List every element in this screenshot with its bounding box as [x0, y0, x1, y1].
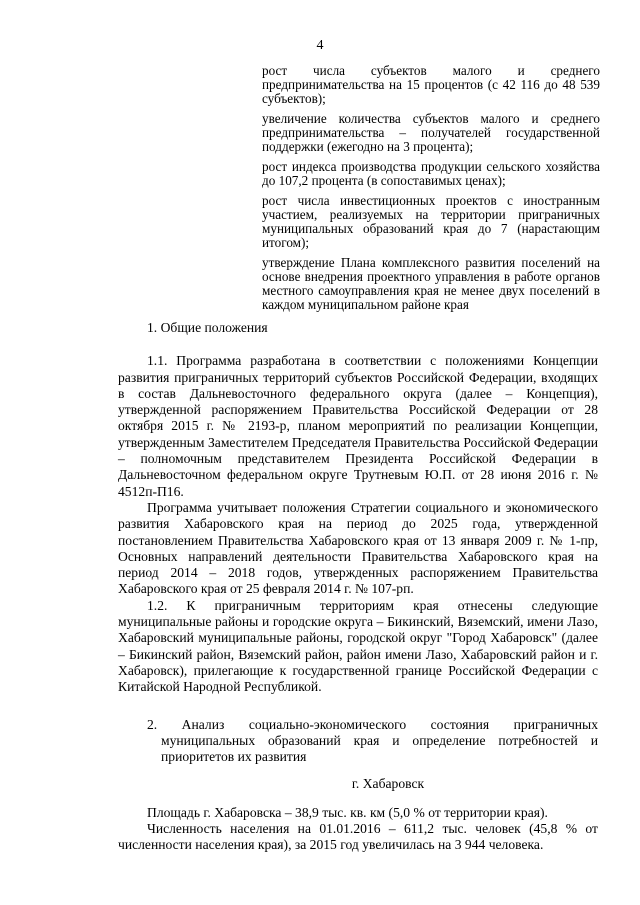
- goal-item: рост числа субъектов малого и среднего предпринимательства на 15 процентов (с 42 116 до 48 539 субъектов);: [262, 63, 600, 106]
- section-2-heading: [118, 717, 598, 766]
- city-subheading: г. Хабаровск: [351, 776, 425, 792]
- target-indicators-list: [262, 64, 600, 318]
- paragraph: Программа учитывает положения Стратегии социального и экономического развития Хабаровского края на период до 2025 года, утвержденной постановлением Правительства Хабаровского края от 13 января 2009 г. № 1-пр, Основных направлений деятельности Правительства Хабаровского края на период 2014 – 2018 годов, утвержденных распоряжением Правительства Хабаровского края от 25 февраля 2014 г. № 107-рп.: [118, 499, 598, 597]
- goal-item: рост числа инвестиционных проектов с иностранным участием, реализуемых на территории приграничных муниципальных образований края до 7 (нарастающим итогом);: [262, 193, 600, 250]
- paragraph: Численность населения на 01.01.2016 – 611,2 тыс. человек (45,8 % от численности населения края), за 2015 год увеличилась на 3 944 человека.: [118, 821, 598, 853]
- section-2-number: 2.: [147, 716, 158, 732]
- section-2-title: Анализ социально-экономического состояния приграничных муниципальных образований края и определение потребностей и приоритетов их развития: [161, 716, 598, 765]
- goal-item: утверждение Плана комплексного развития поселений на основе внедрения проектного управления в работе органов местного самоуправления края не менее двух поселений в каждом муниципальном районе края: [262, 255, 600, 312]
- document-body: [118, 320, 598, 854]
- page-number: 4: [316, 38, 324, 53]
- section-1-heading: 1. Общие положения: [147, 320, 268, 335]
- goal-item: увеличение количества субъектов малого и среднего предпринимательства – получателей государственной поддержки (ежегодно на 3 процента);: [262, 111, 600, 154]
- goal-item: рост индекса производства продукции сельского хозяйства до 107,2 процента (в сопоставимых ценах);: [262, 159, 600, 188]
- paragraph: 1.2. К приграничным территориям края отнесены следующие муниципальные районы и городские округа – Бикинский, Вяземский, имени Лазо, Хабаровский муниципальные районы, городской округ "Город Хабаровск" (далее – Бикинский район, Вяземский район, район имени Лазо, Хабаровский район и г. Хабаровск), прилегающие к государственной границе Российской Федерации с Китайской Народной Республикой.: [118, 597, 598, 695]
- paragraph: Площадь г. Хабаровска – 38,9 тыс. кв. км (5,0 % от территории края).: [147, 804, 548, 820]
- paragraph: 1.1. Программа разработана в соответствии с положениями Концепции развития приграничных территорий субъектов Российской Федерации, входящих в состав Дальневосточного федерального округа (далее – Концепция), утвержденной распоряжением Правительства Российской Федерации от 28 октября 2015 г. № 2193-р, планом мероприятий по реализации Концепции, утвержденным Заместителем Председателя Правительства Российской Федерации – полномочным представителем Президента Российской Федерации в Дальневосточном федеральном округе Трутневым Ю.П. от 28 июня 2016 г. № 4512п-П16.: [118, 353, 598, 499]
